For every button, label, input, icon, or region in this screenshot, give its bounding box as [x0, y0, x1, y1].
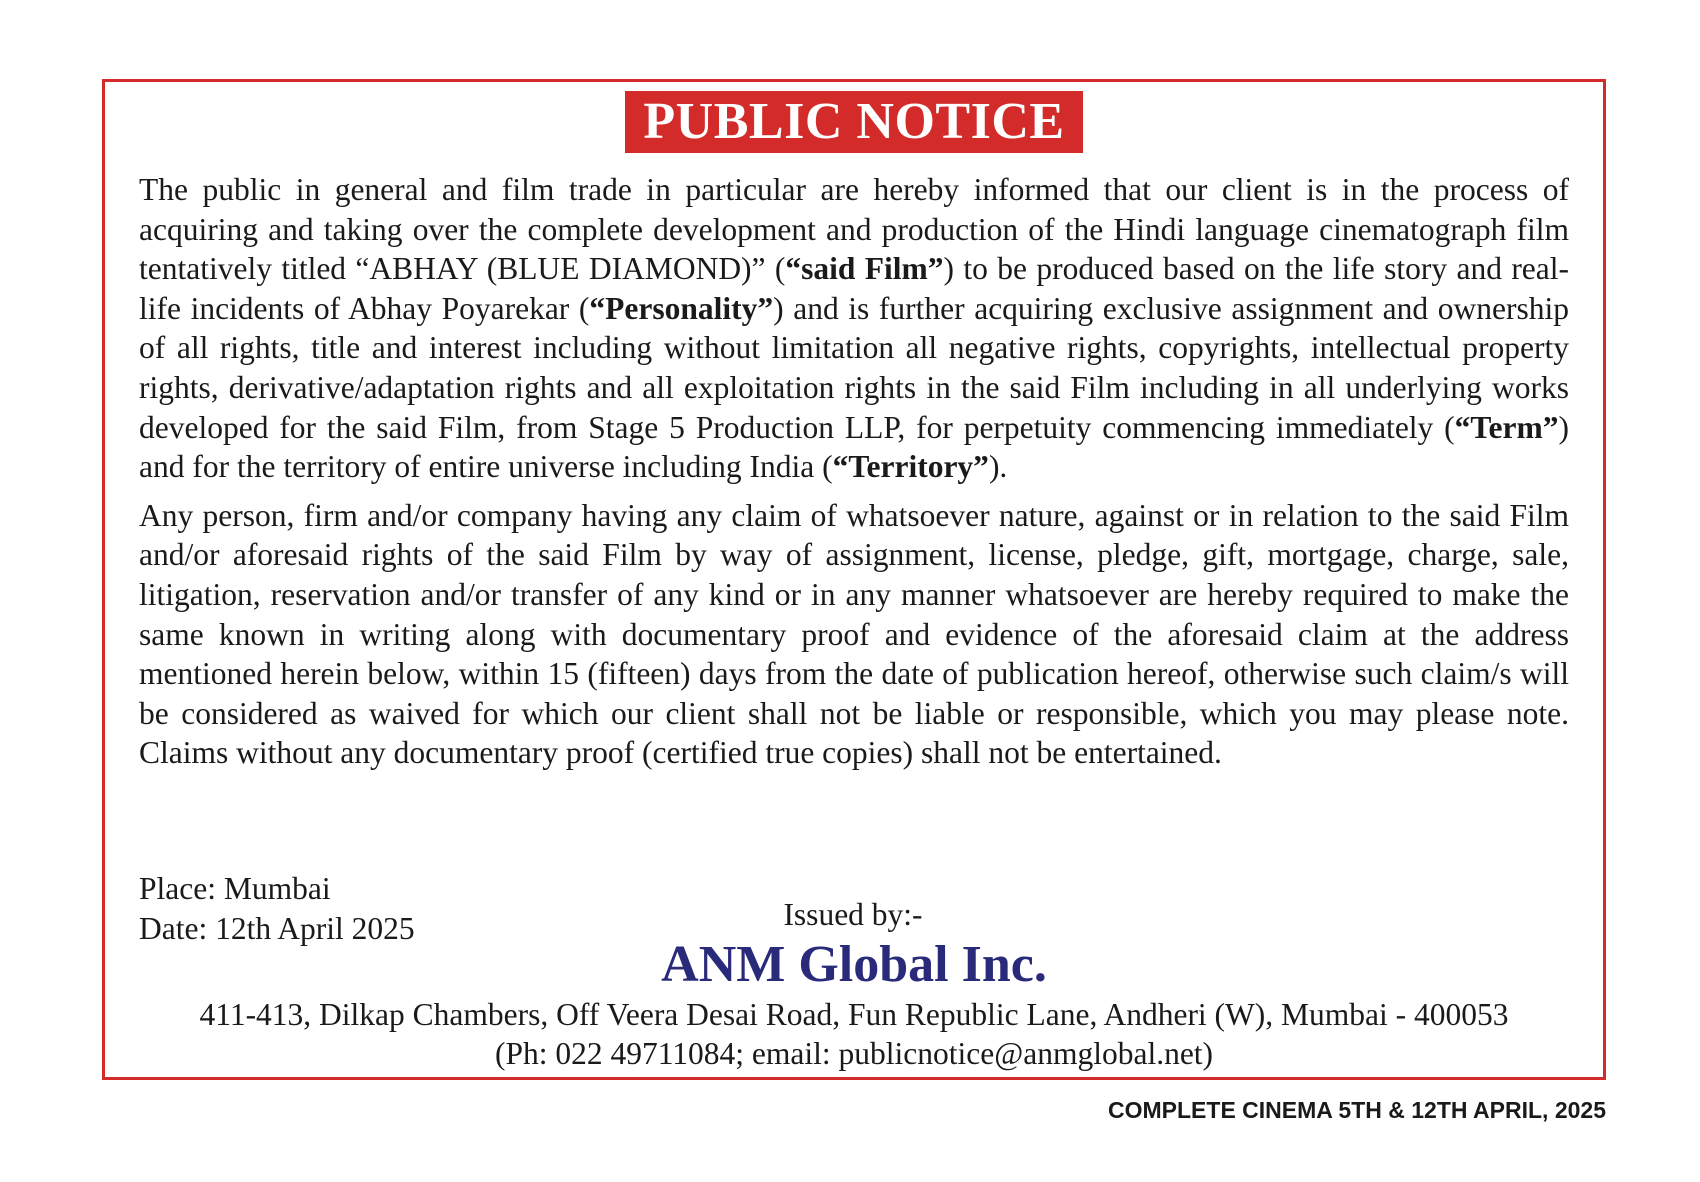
para1-term-said-film: “said Film” [785, 251, 944, 287]
para1-term-territory: “Territory” [832, 449, 989, 485]
public-notice-box [102, 79, 1606, 1080]
address-line-1: 411-413, Dilkap Chambers, Off Veera Desai Road, Fun Republic Lane, Andheri (W), Mumbai - 400053 [199, 997, 1509, 1032]
para1-segment: ). [988, 449, 1008, 485]
para1-segment: The public in general and film trade in particular are hereby informed that our client is in the process of acquiring and taking over the complete development and production of the Hindi language cinematograph film tentatively titled “ABHAY (BLUE DIAMOND)” ( [139, 172, 1569, 287]
issued-by-text: Issued by:- [783, 897, 923, 932]
notice-body [139, 170, 1569, 782]
title-wrap [105, 91, 1603, 153]
place-line: Place: Mumbai [139, 871, 331, 906]
date-line: Date: 12th April 2025 [139, 911, 415, 946]
issued-by-label [105, 895, 1607, 935]
company-name: ANM Global Inc. [661, 936, 1047, 993]
para1-term-term: “Term” [1454, 409, 1559, 445]
para1-segment: ) and is further acquiring exclusive assignment and ownership of all rights, title and interest including without limitation all negative rights, copyrights, intellectual property rights, derivative/adaptation rights and all exploitation rights in the said Film including in all underlying works developed for the said Film, from Stage 5 Production LLP, for perpetuity commencing immediately ( [139, 290, 1569, 445]
address-block [105, 995, 1603, 1073]
notice-title: PUBLIC NOTICE [625, 91, 1082, 153]
para1-segment: ) to be produced based on the life story and real-life incidents of Abhay Poyarekar ( [139, 251, 1570, 326]
notice-paragraph-2: Any person, firm and/or company having any claim of whatsoever nature, against or in relation to the said Film and/or aforesaid rights of the said Film by way of assignment, license, pledge, gift, mortgage, charge, sale, litigation, reservation and/or transfer of any kind or in any manner whatsoever are hereby required to make the same known in writing along with documentary proof and evidence of the aforesaid claim at the address mentioned herein below, within 15 (fifteen) days from the date of publication hereof, otherwise such claim/s will be considered as waived for which our client shall not be liable or responsible, which you may please note. Claims without any documentary proof (certified true copies) shall not be entertained. [139, 497, 1569, 771]
para1-segment: ) and for the territory of entire universe including India ( [139, 409, 1569, 485]
para1-term-personality: “Personality” [589, 290, 774, 326]
publication-credit: COMPLETE CINEMA 5TH & 12TH APRIL, 2025 [1108, 1097, 1606, 1123]
notice-paragraph-1 [139, 170, 1569, 487]
contact-line: (Ph: 022 49711084; email: publicnotice@anmglobal.net) [494, 1036, 1214, 1071]
